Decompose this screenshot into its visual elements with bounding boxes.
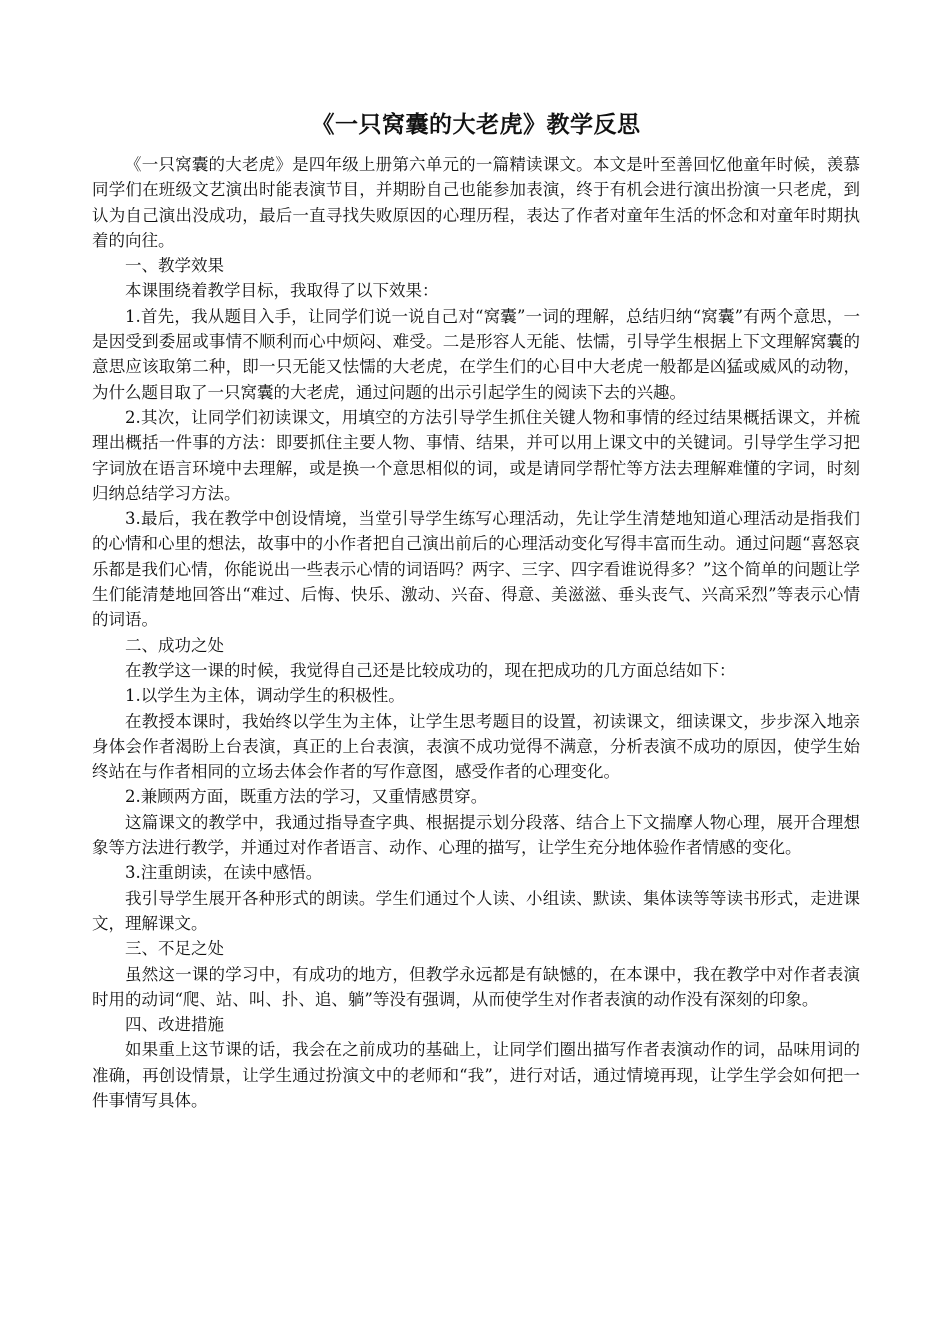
section-heading-improvement: 四、改进措施 [125,1015,224,1035]
paragraph: 如果重上这节课的话，我会在之前成功的基础上，让同学们圈出描写作者表演动作的词，品味用词的准确，再创设情景，让学生通过扮演文中的老师和“我”，进行对话，通过情境再现，让学生学会如何把一件事情写具体。 [92,1040,860,1110]
subheading: 3.注重朗读，在读中感悟。 [125,863,323,883]
paragraph: 我引导学生展开各种形式的朗读。学生们通过个人读、小组读、默读、集体读等等读书形式，走进课文，理解课文。 [92,888,860,933]
document-page [92,108,860,1113]
intro-paragraph: 《一只窝囊的大老虎》是四年级上册第六单元的一篇精读课文。本文是叶至善回忆他童年时候，羡慕同学们在班级文艺演出时能表演节目，并期盼自己也能参加表演，终于有机会进行演出扮演一只老虎，到认为自己演出没成功，最后一直寻找失败原因的心理历程，表达了作者对童年生活的怀念和对童年时期执着的向往。 [92,155,860,250]
paragraph: 2.其次，让同学们初读课文，用填空的方法引导学生抓住关键人物和事情的经过结果概括课文，并梳理出概括一件事的方法：即要抓住主要人物、事情、结果，并可以用上课文中的关键词。引导学生学习把字词放在语言环境中去理解，或是换一个意思相似的词，或是请同学帮忙等方法去理解难懂的字词，时刻归纳总结学习方法。 [92,407,860,503]
paragraph: 在教学这一课的时候，我觉得自己还是比较成功的，现在把成功的几方面总结如下： [125,660,736,680]
section-heading-success: 二、成功之处 [125,635,224,655]
paragraph: 本课围绕着教学目标，我取得了以下效果： [125,281,439,301]
section-heading-effect: 一、教学效果 [125,256,224,276]
subheading: 2.兼顾两方面，既重方法的学习，又重情感贯穿。 [125,787,488,807]
paragraph: 这篇课文的教学中，我通过指导查字典、根据提示划分段落、结合上下文揣摩人物心理，展开合理想象等方法进行教学，并通过对作者语言、动作、心理的描写，让学生充分地体验作者情感的变化。 [92,812,860,858]
paragraph: 虽然这一课的学习中，有成功的地方，但教学永远都是有缺憾的，在本课中，我在教学中对作者表演时用的动词“爬、站、叫、扑、追、躺”等没有强调，从而使学生对作者表演的动作没有深刻的印象。 [92,964,860,1009]
paragraph: 3.最后，我在教学中创设情境，当堂引导学生练写心理活动，先让学生清楚地知道心理活动是指我们的心情和心里的想法，故事中的小作者把自己演出前后的心理活动变化写得丰富而生动。通过问题“喜怒哀乐都是我们心情，你能说出一些表示心情的词语吗？两字、三字、四字看谁说得多？”这个简单的问题让学生们能清楚地回答出“难过、后悔、快乐、激动、兴奋、得意、美滋滋、垂头丧气、兴高采烈”等表示心情的词语。 [92,509,860,630]
paragraph: 1.首先，我从题目入手，让同学们说一说自己对“窝囊”一词的理解，总结归纳“窝囊”有两个意思，一是因受到委屈或事情不顺利而心中烦闷、难受。二是形容人无能、怯懦，引导学生根据上下文理解窝囊的意思应该取第二种，即一只无能又怯懦的大老虎，在学生们的心目中大老虎一般都是凶猛或威风的动物，为什么题目取了一只窝囊的大老虎，通过问题的出示引起学生的阅读下去的兴趣。 [92,306,860,402]
document-title: 《一只窝囊的大老虎》教学反思 [311,112,641,138]
subheading: 1.以学生为主体，调动学生的积极性。 [125,686,405,706]
document-body [92,152,860,1113]
section-heading-shortcoming: 三、不足之处 [125,939,224,959]
paragraph: 在教授本课时，我始终以学生为主体，让学生思考题目的设置，初读课文，细读课文，步步深入地亲身体会作者渴盼上台表演，真正的上台表演，表演不成功觉得不满意，分析表演不成功的原因，使学生始终站在与作者相同的立场去体会作者的写作意图，感受作者的心理变化。 [92,711,860,782]
